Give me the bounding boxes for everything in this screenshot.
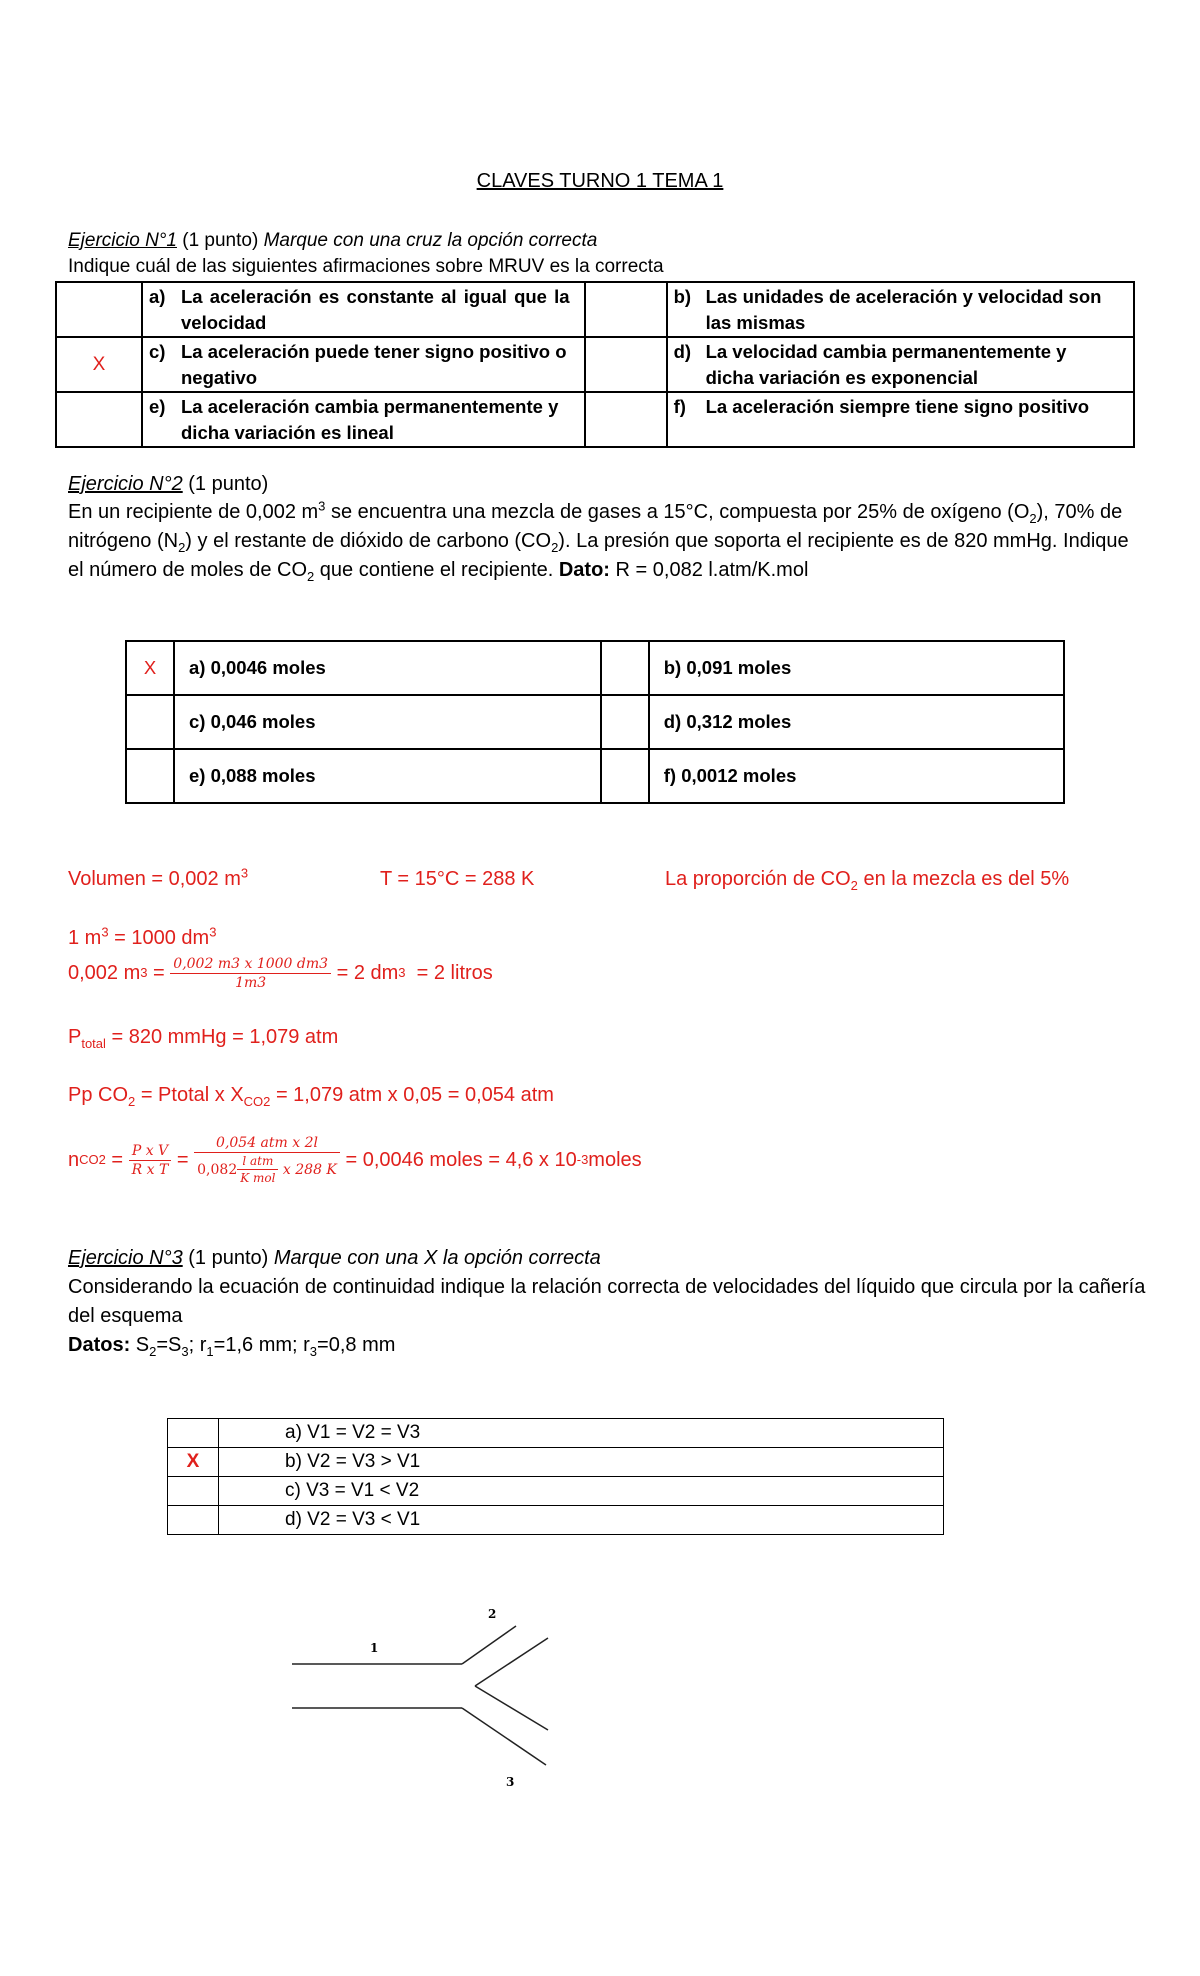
ex2-options-table xyxy=(125,640,1065,804)
ex3-heading xyxy=(68,1244,1148,1273)
ex2-option-e[interactable]: e) 0,088 moles xyxy=(174,749,601,803)
ex1-option-c[interactable]: c) La aceleración puede tener signo positivo o negativo xyxy=(142,337,585,392)
ex3-points: (1 punto) xyxy=(188,1247,269,1269)
table-row xyxy=(168,1448,944,1477)
ex1-options-table xyxy=(55,281,1135,448)
ex1-option-a[interactable]: a) La aceleración es constante al igual que la velocidad xyxy=(142,282,585,337)
ex3-option-c[interactable]: c) V3 = V1 < V2 xyxy=(219,1477,944,1506)
fraction-conversion: $\frac{0,002 m3 x 1000 dm3}{1m3}$ xyxy=(170,956,331,991)
ex3-options-table xyxy=(167,1418,944,1535)
ex2-option-d[interactable]: d) 0,312 moles xyxy=(649,695,1064,749)
ex1-question: Indique cuál de las siguientes afirmaciones sobre MRUV es la correcta xyxy=(68,256,664,277)
ex2-heading xyxy=(68,470,1148,499)
ex1-label: Ejercicio N°1 xyxy=(68,230,177,251)
calc-moles: n CO2 = $\frac{\text{P x V}}{\text{R x T}}$ = 0,054 atm x 2l 0,082 $\frac{\text{l atm}}{\text{K mol}}$ x 288 K = 0,0046 moles = 4,6 x 10 -3 moles xyxy=(68,1135,642,1185)
ex1-option-d[interactable]: d) La velocidad cambia permanentemente y dicha variación es exponencial xyxy=(667,337,1134,392)
calc-volumen-litros: 0,002 m 3 = $\frac{0,002 m3 x 1000 dm3}{1m3}$ = 2 dm 3 = 2 litros xyxy=(68,955,493,991)
ex2-option-c[interactable]: c) 0,046 moles xyxy=(174,695,601,749)
fraction-ideal-gas: $\frac{\text{P x V}}{\text{R x T}}$ xyxy=(129,1143,172,1178)
diagram-label-2: 2 xyxy=(488,1607,497,1621)
ex2-option-b[interactable]: b) 0,091 moles xyxy=(649,641,1064,695)
ex1-mark-f[interactable] xyxy=(585,392,667,447)
ex1-points: (1 punto) xyxy=(182,230,259,251)
ex2-mark-b[interactable] xyxy=(601,641,649,695)
table-row xyxy=(168,1477,944,1506)
ex2-label: Ejercicio N°2 xyxy=(68,473,183,495)
ex2-mark-d[interactable] xyxy=(601,695,649,749)
table-row xyxy=(168,1506,944,1535)
calc-presion-parcial: Pp $CO_2$ = Ptotal x $X_{CO2} = 1,079$ atm x 0,05 = 0,054 atm xyxy=(68,1084,554,1109)
pipe-diagram xyxy=(280,1590,580,1790)
diagram-label-3: 3 xyxy=(506,1775,515,1789)
ex3-mark-c[interactable] xyxy=(168,1477,219,1506)
fraction-substitution: 0,054 atm x 2l 0,082 $\frac{\text{l atm}}{\text{K mol}}$ x 288 K xyxy=(194,1135,340,1185)
table-row xyxy=(126,695,1064,749)
ex1-option-b[interactable]: b) Las unidades de aceleración y velocidad son las mismas xyxy=(667,282,1134,337)
pipe-3-outer-wall xyxy=(462,1708,546,1765)
ex3-label: Ejercicio N°3 xyxy=(68,1247,183,1269)
ex2-statement: En un recipiente de 0,002 $m^3$ se encuentra una mezcla de gases a 15°C, compuesta por 25% de oxígeno $(O_2)$, 70% de nitrógeno $(N_2)$ y el restante de dióxido de carbono $(CO_2)$. La presión que soporta el recipiente es de 820 mmHg. Indique el número de moles de $CO_2$ que contiene el recipiente. Dato: R = 0,082 l.atm/K.mol xyxy=(68,498,1129,584)
calc-temperatura: T = 15°C = 288 K xyxy=(380,868,535,890)
table-row xyxy=(56,392,1134,447)
ex3-datos-label: Datos: xyxy=(68,1334,131,1356)
ex1-mark-d[interactable] xyxy=(585,337,667,392)
ex2-mark-f[interactable] xyxy=(601,749,649,803)
ex3-mark-a[interactable] xyxy=(168,1419,219,1448)
page-title: CLAVES TURNO 1 TEMA 1 xyxy=(476,170,724,192)
ex1-option-e[interactable]: e) La aceleración cambia permanentemente y dicha variación es lineal xyxy=(142,392,585,447)
ex1-mark-3[interactable] xyxy=(56,392,142,447)
ex1-mark-b[interactable] xyxy=(585,282,667,337)
ex2-mark-e[interactable] xyxy=(126,749,174,803)
fraction-r-units: $\frac{\text{l atm}}{\text{K mol}}$ xyxy=(237,1154,278,1185)
ex2-points: (1 punto) xyxy=(188,473,269,495)
ex1-instruction: Marque con una cruz la opción correcta xyxy=(263,230,598,251)
table-row xyxy=(126,641,1064,695)
ex3-option-b[interactable]: b) V2 = V3 > V1 xyxy=(219,1448,944,1477)
ex2-mark-c[interactable] xyxy=(126,695,174,749)
table-row xyxy=(168,1419,944,1448)
ex2-mark-a[interactable]: X xyxy=(126,641,174,695)
ex1-mark-2[interactable]: X xyxy=(56,337,142,392)
calc-ptotal: $P_{total} = 820$ mmHg = 1,079 atm xyxy=(68,1026,339,1051)
ex3-datos: Datos: $S_2=S_3$; $r_1=1,6$ mm; $r_3=0,8$ mm xyxy=(68,1334,396,1359)
ex2-dato-label: Dato: xyxy=(558,559,610,581)
ex3-mark-b[interactable]: X xyxy=(168,1448,219,1477)
calc-proporcion: La proporción de $CO_2$ en la mezcla es del 5% xyxy=(665,868,1070,893)
table-row xyxy=(126,749,1064,803)
calc-volumen: Volumen = 0,002 $m^3$ xyxy=(68,865,249,890)
ex3-instruction: Marque con una X la opción correcta xyxy=(273,1247,601,1269)
ex1-mark-1[interactable] xyxy=(56,282,142,337)
ex3-option-a[interactable]: a) V1 = V2 = V3 xyxy=(219,1419,944,1448)
table-row xyxy=(56,337,1134,392)
pipe-2-inner-wall xyxy=(475,1638,548,1686)
diagram-label-1: 1 xyxy=(370,1641,379,1655)
pipe-2-outer-wall xyxy=(462,1626,516,1664)
ex2-option-f[interactable]: f) 0,0012 moles xyxy=(649,749,1064,803)
ex3-question: Considerando la ecuación de continuidad indique la relación correcta de velocidades del líquido que circula por la cañería del esquema xyxy=(68,1276,1146,1327)
ex1-heading xyxy=(68,226,1148,255)
ex3-option-d[interactable]: d) V2 = V3 < V1 xyxy=(219,1506,944,1535)
ex3-mark-d[interactable] xyxy=(168,1506,219,1535)
calc-conversion: 1 $m^3 = 1000$ $dm^3$ xyxy=(68,924,217,949)
table-row xyxy=(56,282,1134,337)
ex2-option-a[interactable]: a) 0,0046 moles xyxy=(174,641,601,695)
ex1-option-f[interactable]: f) La aceleración siempre tiene signo positivo xyxy=(667,392,1134,447)
